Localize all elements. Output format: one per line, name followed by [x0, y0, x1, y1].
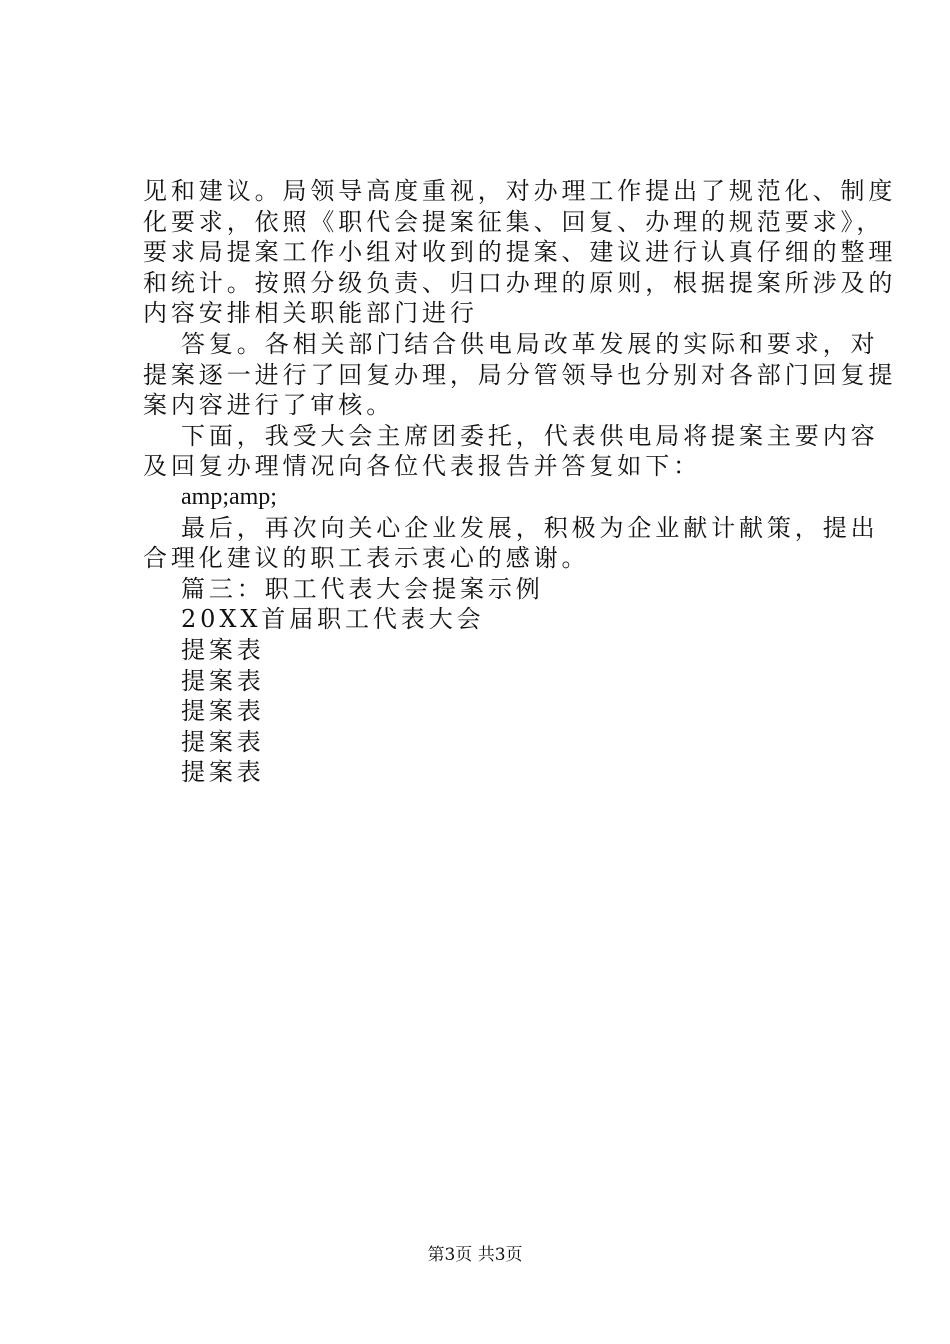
document-body	[143, 176, 897, 788]
text-line: 及回复办理情况向各位代表报告并答复如下：	[143, 452, 701, 481]
text-line: 提案表	[181, 697, 265, 726]
text-line: 内容安排相关职能部门进行	[143, 299, 478, 328]
text-line: 提案表	[181, 666, 265, 695]
text-line: 提案表	[181, 758, 265, 787]
text-line: 最后，再次向关心企业发展，积极为企业献计献策，提出	[181, 513, 879, 542]
text-line: 见和建议。局领导高度重视，对办理工作提出了规范化、制度	[143, 177, 897, 205]
text-line: 提案逐一进行了回复办理，局分管领导也分别对各部门回复提	[143, 360, 897, 389]
text-line: 案内容进行了审核。	[143, 391, 395, 420]
text-line: amp;amp;	[181, 483, 277, 510]
text-line: 提案表	[181, 727, 265, 756]
page-footer: 第3页 共3页	[427, 1245, 523, 1265]
text-line: 答复。各相关部门结合供电局改革发展的实际和要求，对	[181, 329, 879, 358]
text-line: 20XX首届职工代表大会	[181, 605, 485, 634]
text-line: 提案表	[181, 635, 265, 664]
text-line: 下面，我受大会主席团委托，代表供电局将提案主要内容	[181, 421, 879, 450]
text-line: 要求局提案工作小组对收到的提案、建议进行认真仔细的整理	[143, 238, 897, 267]
text-line: 化要求，依照《职代会提案征集、回复、办理的规范要求》，	[143, 207, 885, 236]
text-line: 和统计。按照分级负责、归口办理的原则，根据提案所涉及的	[143, 268, 897, 297]
section-heading: 篇三：职工代表大会提案示例	[181, 574, 544, 603]
text-line: 合理化建议的职工表示衷心的感谢。	[143, 544, 590, 573]
